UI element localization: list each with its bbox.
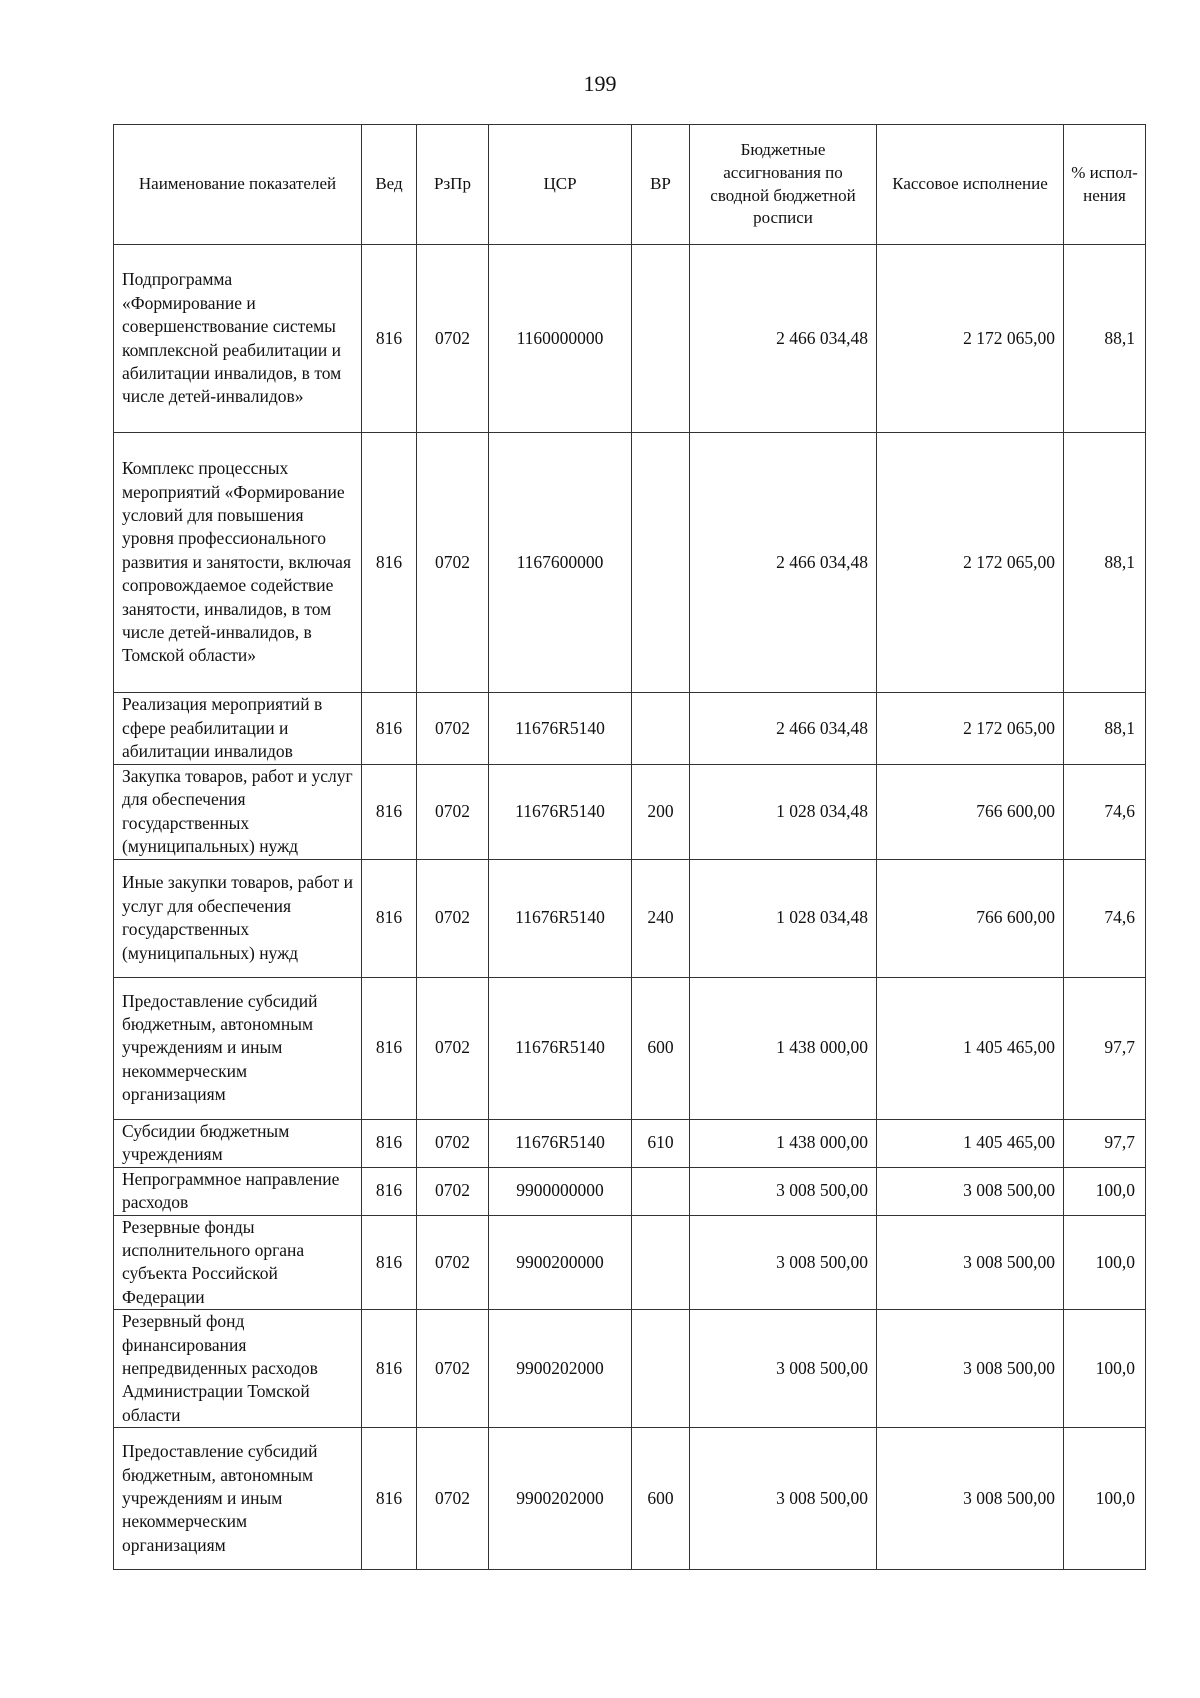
row-executed: 1 405 465,00 — [877, 1119, 1064, 1167]
row-assigned: 2 466 034,48 — [690, 433, 877, 693]
row-csr: 1160000000 — [489, 245, 632, 433]
row-rzpr: 0702 — [417, 1167, 489, 1215]
row-csr: 9900202000 — [489, 1310, 632, 1428]
table-row — [114, 977, 1146, 1119]
budget-table — [113, 124, 1146, 1570]
row-csr: 11676R5140 — [489, 693, 632, 765]
row-name: Комплекс процессных мероприятий «Формирование условий для повышения уровня профессионального развития и занятости, включая сопровождаемое содействие занятости, инвалидов, в том числе детей-инвалидов, в Томской области» — [114, 433, 362, 693]
row-rzpr: 0702 — [417, 693, 489, 765]
table-row — [114, 765, 1146, 860]
row-vr — [632, 1310, 690, 1428]
row-csr: 9900000000 — [489, 1167, 632, 1215]
row-vr — [632, 433, 690, 693]
row-csr: 11676R5140 — [489, 859, 632, 977]
row-executed: 1 405 465,00 — [877, 977, 1064, 1119]
row-percent: 100,0 — [1064, 1428, 1146, 1570]
row-rzpr: 0702 — [417, 977, 489, 1119]
row-rzpr: 0702 — [417, 859, 489, 977]
row-rzpr: 0702 — [417, 433, 489, 693]
row-rzpr: 0702 — [417, 1428, 489, 1570]
row-percent: 97,7 — [1064, 977, 1146, 1119]
table-row — [114, 1167, 1146, 1215]
row-executed: 3 008 500,00 — [877, 1167, 1064, 1215]
row-assigned: 1 438 000,00 — [690, 1119, 877, 1167]
table-row — [114, 1119, 1146, 1167]
row-ved: 816 — [362, 693, 417, 765]
header-percent: % испол-нения — [1064, 125, 1146, 245]
row-percent: 74,6 — [1064, 859, 1146, 977]
row-ved: 816 — [362, 1119, 417, 1167]
row-name: Реализация мероприятий в сфере реабилитации и абилитации инвалидов — [114, 693, 362, 765]
row-rzpr: 0702 — [417, 245, 489, 433]
row-assigned: 3 008 500,00 — [690, 1215, 877, 1310]
header-executed: Кассовое исполнение — [877, 125, 1064, 245]
row-vr — [632, 245, 690, 433]
row-ved: 816 — [362, 1428, 417, 1570]
row-percent: 100,0 — [1064, 1167, 1146, 1215]
row-ved: 816 — [362, 977, 417, 1119]
row-ved: 816 — [362, 1167, 417, 1215]
row-rzpr: 0702 — [417, 1119, 489, 1167]
row-percent: 97,7 — [1064, 1119, 1146, 1167]
row-vr — [632, 693, 690, 765]
row-csr: 11676R5140 — [489, 1119, 632, 1167]
table-header-row — [114, 125, 1146, 245]
row-ved: 816 — [362, 433, 417, 693]
row-name: Иные закупки товаров, работ и услуг для обеспечения государственных (муниципальных) нужд — [114, 859, 362, 977]
row-assigned: 1 028 034,48 — [690, 765, 877, 860]
row-executed: 2 172 065,00 — [877, 245, 1064, 433]
header-assigned: Бюджетные ассигнования по сводной бюджетной росписи — [690, 125, 877, 245]
row-rzpr: 0702 — [417, 1215, 489, 1310]
row-name: Предоставление субсидий бюджетным, автономным учреждениям и иным некоммерческим организациям — [114, 977, 362, 1119]
row-executed: 3 008 500,00 — [877, 1428, 1064, 1570]
row-vr: 600 — [632, 1428, 690, 1570]
row-name: Подпрограмма «Формирование и совершенствование системы комплексной реабилитации и абилитации инвалидов, в том числе детей-инвалидов» — [114, 245, 362, 433]
page-number: 199 — [583, 71, 617, 96]
header-csr: ЦСР — [489, 125, 632, 245]
row-ved: 816 — [362, 765, 417, 860]
row-assigned: 3 008 500,00 — [690, 1310, 877, 1428]
row-executed: 2 172 065,00 — [877, 693, 1064, 765]
row-csr: 1167600000 — [489, 433, 632, 693]
table-row — [114, 1215, 1146, 1310]
row-csr: 11676R5140 — [489, 977, 632, 1119]
table-row — [114, 1428, 1146, 1570]
row-executed: 3 008 500,00 — [877, 1310, 1064, 1428]
table-row — [114, 859, 1146, 977]
row-percent: 88,1 — [1064, 245, 1146, 433]
row-assigned: 2 466 034,48 — [690, 693, 877, 765]
row-percent: 74,6 — [1064, 765, 1146, 860]
table-row — [114, 433, 1146, 693]
header-ved: Вед — [362, 125, 417, 245]
header-rzpr: РзПр — [417, 125, 489, 245]
row-percent: 100,0 — [1064, 1215, 1146, 1310]
row-rzpr: 0702 — [417, 1310, 489, 1428]
row-assigned: 1 028 034,48 — [690, 859, 877, 977]
row-executed: 2 172 065,00 — [877, 433, 1064, 693]
row-ved: 816 — [362, 1310, 417, 1428]
row-executed: 766 600,00 — [877, 859, 1064, 977]
table-row — [114, 1310, 1146, 1428]
row-assigned: 1 438 000,00 — [690, 977, 877, 1119]
row-name: Резервные фонды исполнительного органа субъекта Российской Федерации — [114, 1215, 362, 1310]
row-name: Закупка товаров, работ и услуг для обеспечения государственных (муниципальных) нужд — [114, 765, 362, 860]
row-csr: 9900200000 — [489, 1215, 632, 1310]
row-assigned: 3 008 500,00 — [690, 1167, 877, 1215]
row-name: Резервный фонд финансирования непредвиденных расходов Администрации Томской области — [114, 1310, 362, 1428]
row-csr: 11676R5140 — [489, 765, 632, 860]
row-percent: 88,1 — [1064, 433, 1146, 693]
row-csr: 9900202000 — [489, 1428, 632, 1570]
table-row — [114, 693, 1146, 765]
row-ved: 816 — [362, 1215, 417, 1310]
row-percent: 100,0 — [1064, 1310, 1146, 1428]
header-name: Наименование показателей — [114, 125, 362, 245]
row-ved: 816 — [362, 859, 417, 977]
header-vr: ВР — [632, 125, 690, 245]
row-vr: 610 — [632, 1119, 690, 1167]
table-row — [114, 245, 1146, 433]
row-assigned: 2 466 034,48 — [690, 245, 877, 433]
row-assigned: 3 008 500,00 — [690, 1428, 877, 1570]
row-name: Субсидии бюджетным учреждениям — [114, 1119, 362, 1167]
row-name: Непрограммное направление расходов — [114, 1167, 362, 1215]
row-percent: 88,1 — [1064, 693, 1146, 765]
row-vr: 200 — [632, 765, 690, 860]
row-executed: 3 008 500,00 — [877, 1215, 1064, 1310]
row-vr: 600 — [632, 977, 690, 1119]
row-vr — [632, 1167, 690, 1215]
row-vr — [632, 1215, 690, 1310]
row-executed: 766 600,00 — [877, 765, 1064, 860]
row-name: Предоставление субсидий бюджетным, автономным учреждениям и иным некоммерческим организациям — [114, 1428, 362, 1570]
row-rzpr: 0702 — [417, 765, 489, 860]
row-vr: 240 — [632, 859, 690, 977]
row-ved: 816 — [362, 245, 417, 433]
